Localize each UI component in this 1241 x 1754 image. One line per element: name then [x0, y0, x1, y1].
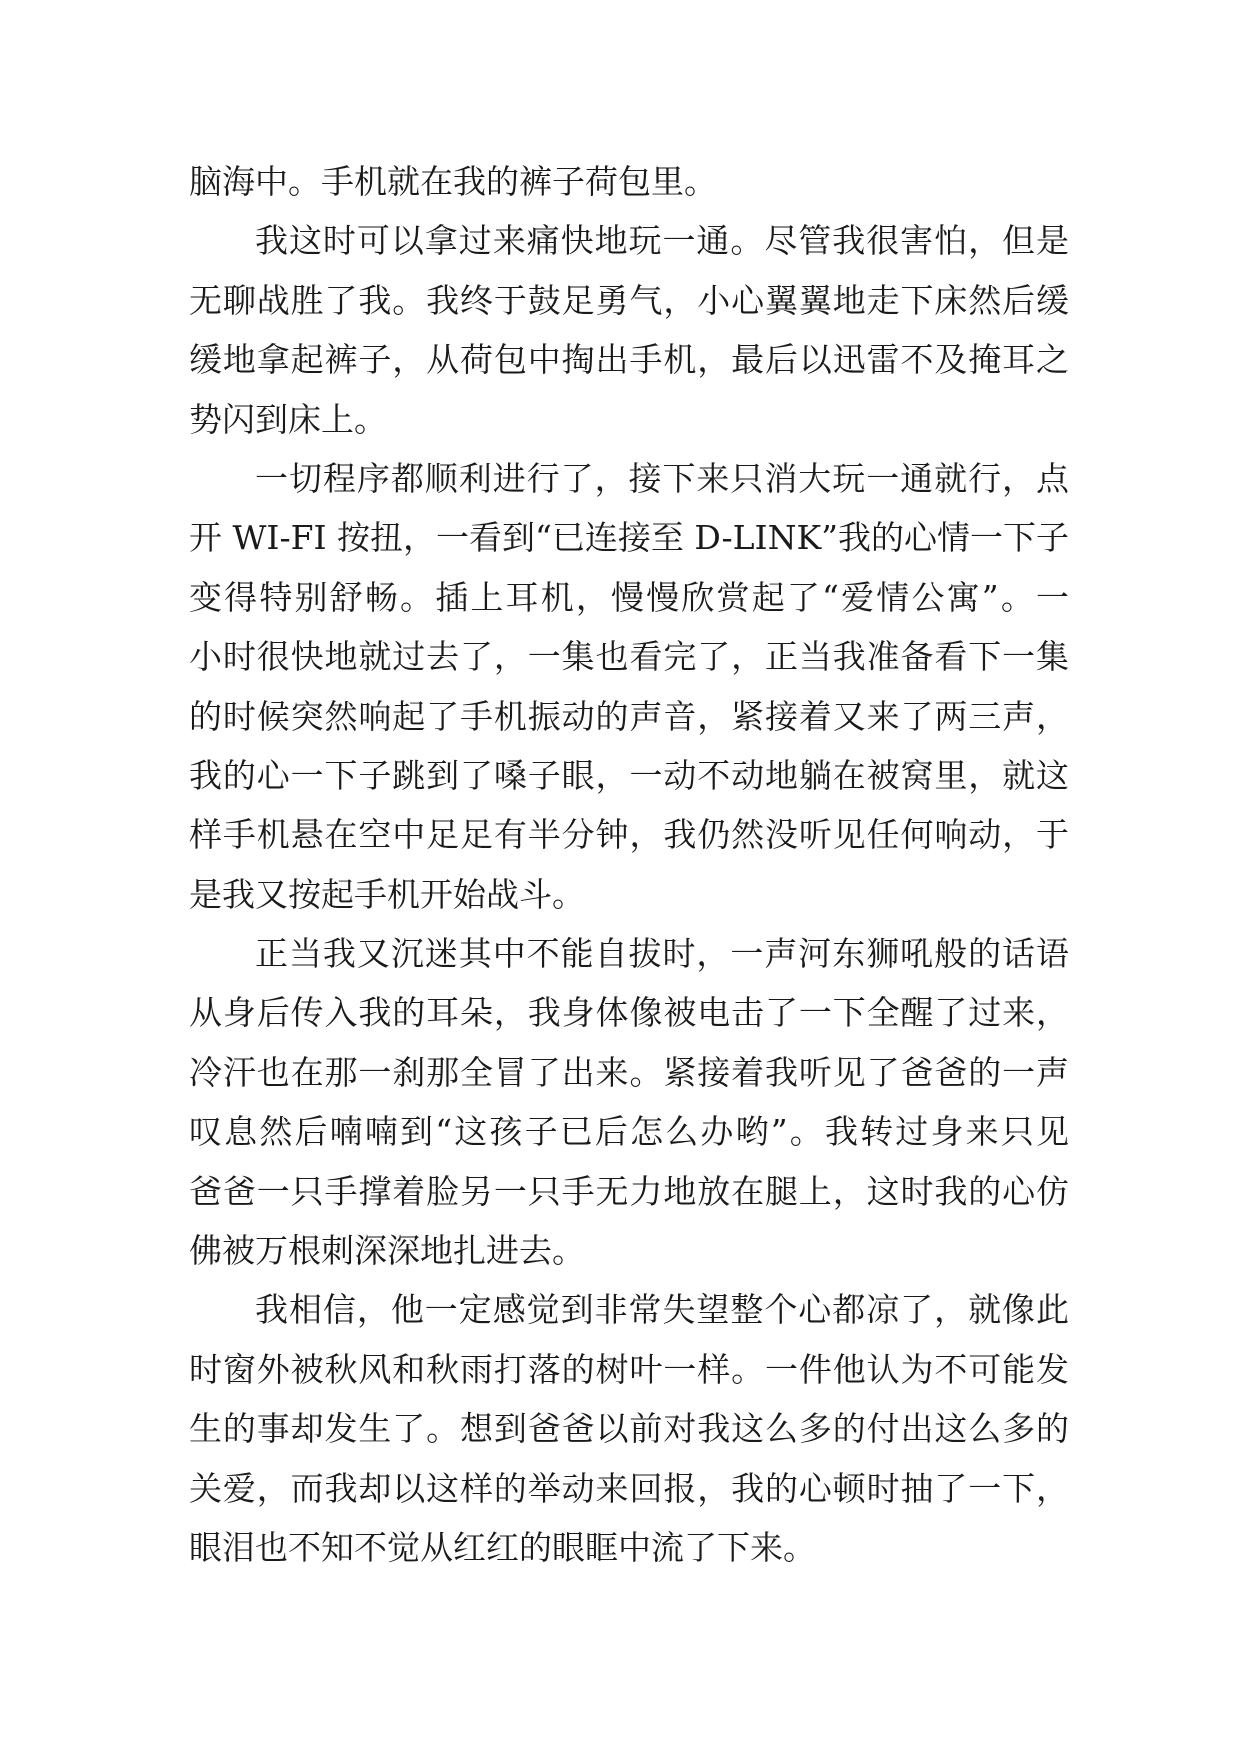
text-line: 我相信，他一定感觉到非常失望整个心都凉了，就像此 — [255, 1290, 1069, 1330]
paragraph-5 — [189, 1280, 1069, 1577]
text-line: 佛被万根刺深深地扎进去。 — [189, 1231, 585, 1271]
paragraph-1 — [189, 152, 1069, 211]
text-line: 无聊战胜了我。我终于鼓足勇气，小心翼翼地走下床然后缓 — [189, 280, 1069, 320]
text-line: 小时很快地就过去了，一集也看完了，正当我准备看下一集 — [189, 637, 1069, 677]
text-line: 冷汗也在那一刹那全冒了出来。紧接着我听见了爸爸的一声 — [189, 1052, 1069, 1092]
text-line: 叹息然后喃喃到“这孩子已后怎么办哟”。我转过身来只见 — [189, 1112, 1069, 1152]
text-line: 眼泪也不知不觉从红红的眼眶中流了下来。 — [189, 1527, 816, 1567]
text-line: 缓地拿起裤子，从荷包中掏出手机，最后以迅雷不及掩耳之 — [189, 340, 1069, 380]
text-line: 势闪到床上。 — [189, 399, 387, 439]
text-line: 是我又按起手机开始战斗。 — [189, 874, 585, 914]
text-line: 正当我又沉迷其中不能自拔时，一声河东狮吼般的话语 — [255, 934, 1069, 974]
text-line: 我的心一下子跳到了嗓子眼，一动不动地躺在被窝里，就这 — [189, 755, 1069, 795]
text-line: 生的事却发生了。想到爸爸以前对我这么多的付出这么多的 — [189, 1409, 1069, 1449]
text-line: 变得特别舒畅。插上耳机，慢慢欣赏起了“爱情公寓”。一 — [189, 577, 1069, 617]
text-line: 时窗外被秋风和秋雨打落的树叶一样。一件他认为不可能发 — [189, 1349, 1069, 1389]
text-line: 脑海中。手机就在我的裤子荷包里。 — [189, 162, 717, 201]
text-line: 的时候突然响起了手机振动的声音，紧接着又来了两三声， — [189, 696, 1069, 736]
text-line: 我这时可以拿过来痛快地玩一通。尽管我很害怕，但是 — [255, 221, 1069, 261]
paragraph-2 — [189, 211, 1069, 449]
paragraph-3 — [189, 449, 1069, 924]
text-line: 从身后传入我的耳朵，我身体像被电击了一下全醒了过来， — [189, 993, 1069, 1033]
text-line: 一切程序都顺利进行了，接下来只消大玩一通就行，点 — [255, 458, 1069, 498]
text-line: 样手机悬在空中足足有半分钟，我仍然没听见任何响动，于 — [189, 815, 1069, 855]
text-line: 关爱，而我却以这样的举动来回报，我的心顿时抽了一下， — [189, 1468, 1069, 1508]
paragraph-4 — [189, 924, 1069, 1280]
body-text — [189, 152, 1069, 1577]
text-line: 爸爸一只手撑着脸另一只手无力地放在腿上，这时我的心仿 — [189, 1171, 1069, 1211]
text-line: 开 WI-FI 按扭，一看到“已连接至 D-LINK”我的心情一下子 — [189, 518, 1069, 558]
